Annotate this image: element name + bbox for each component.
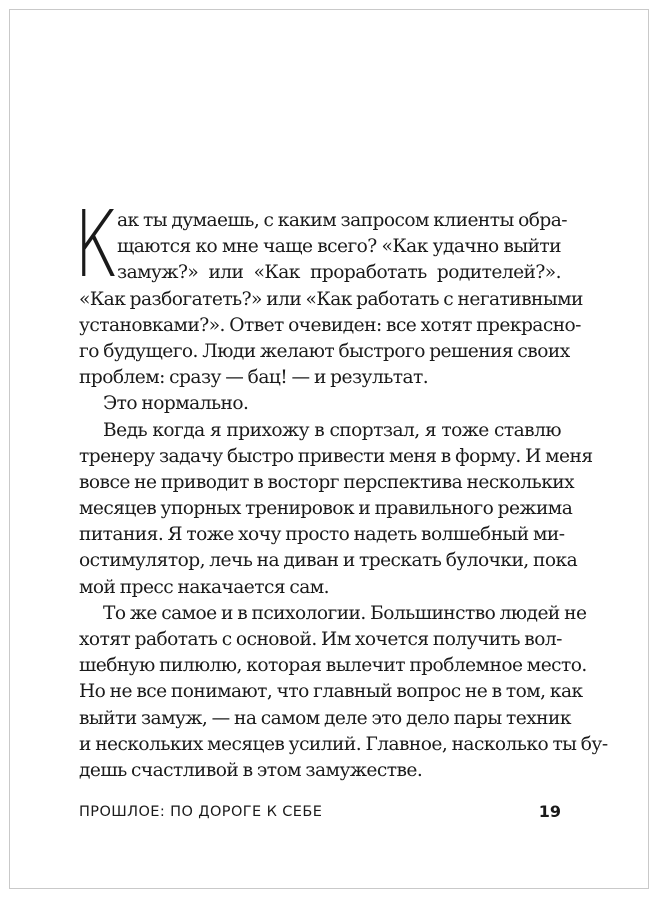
text-line: То же самое и в психологии. Большинство людей не bbox=[103, 602, 587, 624]
text-line: вовсе не приводит в восторг перспектива нескольких bbox=[79, 471, 575, 493]
text-line: замуж?» или «Как проработать родителей?». bbox=[117, 262, 561, 284]
text-line: шебную пилюлю, которая вылечит проблемное место. bbox=[79, 655, 587, 677]
text-line: проблем: сразу — бац! — и результат. bbox=[79, 367, 429, 389]
text-line: «Как разбогатеть?» или «Как работать с негативными bbox=[79, 288, 583, 310]
text-line: остимулятор, лечь на диван и трескать булочки, пока bbox=[79, 550, 578, 572]
text-line: Ведь когда я прихожу в спортзал, я тоже ставлю bbox=[103, 419, 561, 441]
text-line: щаются ко мне чаще всего? «Как удачно выйти bbox=[117, 236, 561, 258]
text-line: питания. Я тоже хочу просто надеть волшебный ми- bbox=[79, 524, 565, 546]
text-line: месяцев упорных тренировок и правильного режима bbox=[79, 498, 573, 520]
text-line: и нескольких месяцев усилий. Главное, насколько ты бу- bbox=[79, 733, 608, 755]
text-line: мой пресс накачается сам. bbox=[79, 576, 330, 598]
page-number: 19 bbox=[538, 802, 561, 821]
running-title: ПРОШЛОЕ: ПО ДОРОГЕ К СЕБЕ bbox=[79, 804, 323, 820]
text-line: тренеру задачу быстро привести меня в форму. И меня bbox=[79, 445, 593, 467]
drop-cap: К bbox=[74, 191, 119, 298]
text-line: установками?». Ответ очевиден: все хотят прекрасно- bbox=[79, 314, 581, 336]
text-line: го будущего. Люди желают быстрого решения своих bbox=[79, 340, 570, 362]
text-line: хотят работать с основой. Им хочется получить вол- bbox=[79, 629, 562, 650]
text-line: Это нормально. bbox=[103, 393, 249, 415]
text-line: Но не все понимают, что главный вопрос не в том, как bbox=[79, 681, 583, 703]
text-line: дешь счастливой в этом замужестве. bbox=[79, 759, 423, 781]
body-text bbox=[74, 191, 608, 784]
text-line: ак ты думаешь, с каким запросом клиенты обра- bbox=[117, 210, 568, 231]
text-line: выйти замуж, — на самом деле это дело пары техник bbox=[79, 707, 571, 729]
